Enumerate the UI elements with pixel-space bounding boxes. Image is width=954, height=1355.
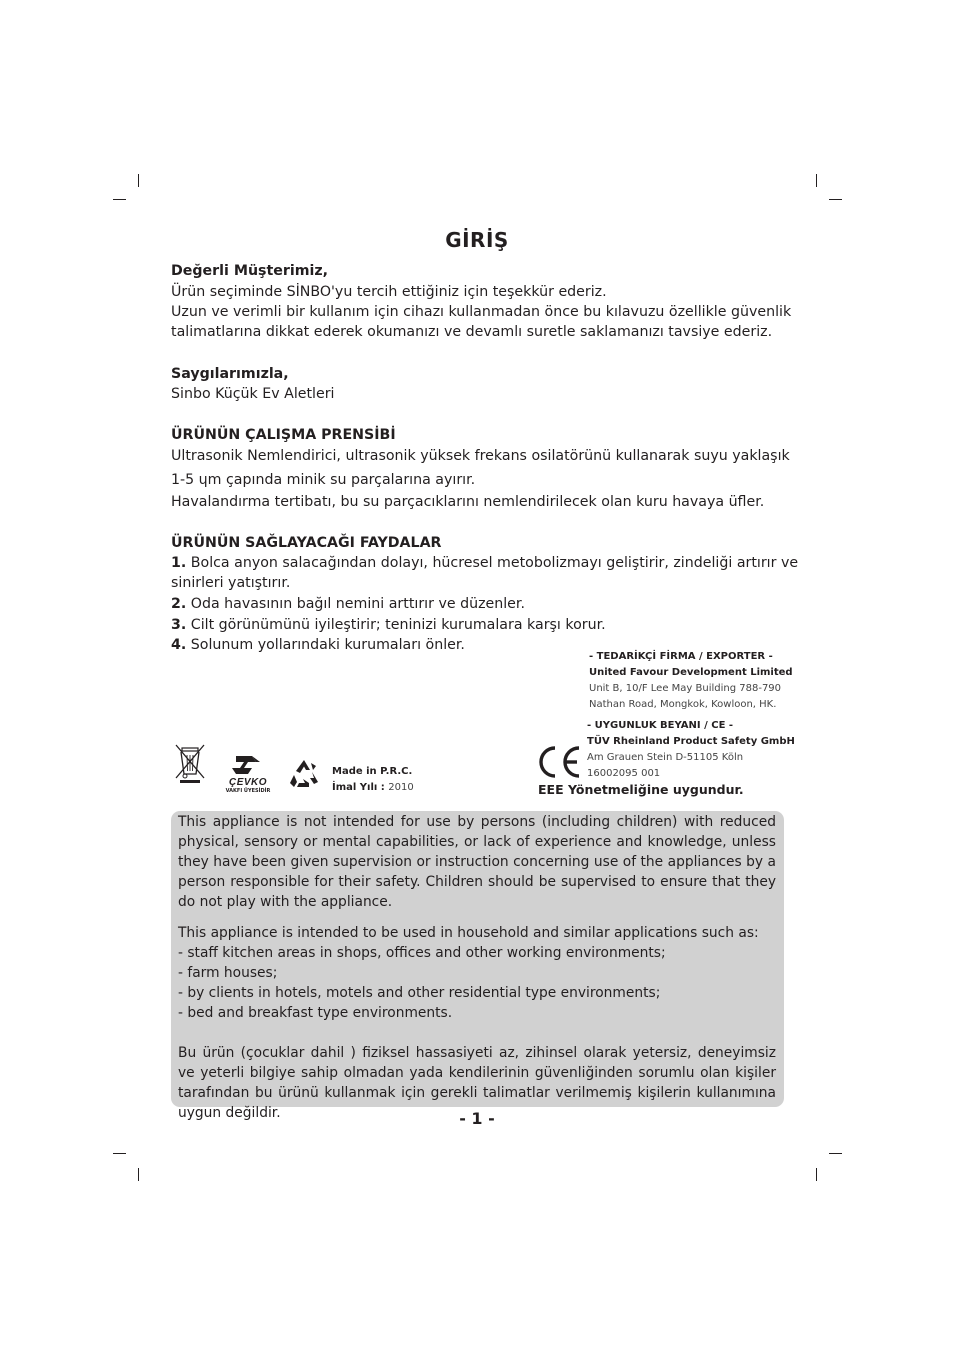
- benefit-item: [171, 553, 798, 573]
- benefit-number: 3.: [171, 617, 187, 633]
- notice-list-item: - bed and breakfast type environments.: [178, 1005, 453, 1021]
- notice-list-item: - by clients in hotels, motels and other residential type environments;: [178, 985, 661, 1001]
- benefits-heading: ÜRÜNÜN SAĞLAYACAĞI FAYDALAR: [171, 535, 442, 551]
- exporter-address: Nathan Road, Mongkok, Kowloon, HK.: [589, 699, 777, 710]
- greeting: Değerli Müşterimiz,: [171, 263, 329, 279]
- intro-line: Ürün seçiminde SİNBO'yu tercih ettiğiniz için teşekkür ederiz.: [171, 284, 607, 300]
- cevko-text: ÇEVKO: [228, 777, 268, 788]
- benefit-number: 4.: [171, 637, 187, 653]
- crop-mark: [829, 1153, 842, 1154]
- conformity-number: 16002095 001: [587, 768, 661, 779]
- ce-mark-icon: [535, 744, 583, 780]
- notice-paragraph-intro: This appliance is intended to be used in household and similar applications such as:: [178, 925, 759, 941]
- intro-line: talimatlarına dikkat ederek okumanızı ve devamlı suretle saklamanızı tavsiye ederiz.: [171, 324, 773, 340]
- notice-list-item: - farm houses;: [178, 965, 278, 981]
- benefit-text: Oda havasının bağıl nemini arttırır ve düzenler.: [190, 596, 525, 612]
- made-in: Made in P.R.C.: [332, 766, 413, 777]
- production-year: [332, 780, 414, 796]
- conformity-heading: - UYGUNLUK BEYANI / CE -: [587, 720, 734, 731]
- exporter-address: Unit B, 10/F Lee May Building 788-790: [589, 683, 782, 694]
- cevko-logo-icon: [218, 752, 278, 794]
- recycle-icon: [287, 757, 321, 791]
- eee-compliance: EEE Yönetmeliğine uygundur.: [538, 782, 744, 797]
- production-year-label: İmal Yılı :: [332, 782, 389, 793]
- benefit-item: [171, 594, 525, 614]
- exporter-name: United Favour Development Limited: [589, 667, 793, 678]
- notice-list-item: - staff kitchen areas in shops, offices and other working environments;: [178, 945, 666, 961]
- benefit-text: Bolca anyon salacağından dolayı, hücresel metobolizmayı geliştirir, zindeliği artırır ve: [190, 555, 799, 571]
- principle-heading: ÜRÜNÜN ÇALIŞMA PRENSİBİ: [171, 427, 396, 443]
- notice-paragraph: This appliance is not intended for use by persons (including children) with reduced physical, sensory or mental capabilities, or lack of experience and knowledge, unless they have been given supervision or instruction concerning use of the appliances by a person responsible for their safety. Children should be supervised to ensure that they do not play with the appliance.: [178, 814, 776, 910]
- page-number: - 1 -: [459, 1109, 495, 1128]
- conformity-name: TÜV Rheinland Product Safety GmbH: [587, 736, 795, 747]
- exporter-heading: - TEDARİKÇİ FİRMA / EXPORTER -: [589, 651, 773, 662]
- crop-mark: [138, 174, 139, 187]
- benefit-text: Solunum yollarındaki kurumaları önler.: [190, 637, 465, 653]
- principle-line: Ultrasonik Nemlendirici, ultrasonik yüksek frekans osilatörünü kullanarak suyu yaklaşık: [171, 448, 790, 464]
- regards: Saygılarımızla,: [171, 366, 289, 382]
- principle-line: 1-5 ɥm çapında minik su parçalarına ayırır.: [171, 472, 476, 488]
- cevko-subtext: VAKFI ÜYESİDİR: [225, 788, 271, 794]
- production-year-value: 2010: [388, 782, 414, 793]
- principle-line: Havalandırma tertibatı, bu su parçacıklarını nemlendirilecek olan kuru havaya üfler.: [171, 494, 765, 510]
- benefit-number: 2.: [171, 596, 187, 612]
- weee-bin-icon: [172, 742, 208, 784]
- crop-mark: [816, 174, 817, 187]
- crop-mark: [113, 1153, 126, 1154]
- crop-mark: [138, 1168, 139, 1181]
- crop-mark: [816, 1168, 817, 1181]
- benefit-item: [171, 635, 465, 655]
- page-title: GİRİŞ: [445, 228, 509, 252]
- benefit-text: sinirleri yatıştırır.: [171, 575, 291, 591]
- benefit-text: Cilt görünümünü iyileştirir; teninizi kurumalara karşı korur.: [190, 617, 606, 633]
- benefit-number: 1.: [171, 555, 187, 571]
- intro-line: Uzun ve verimli bir kullanım için cihazı kullanmadan önce bu kılavuzu özellikle güvenlik: [171, 304, 792, 320]
- crop-mark: [113, 199, 126, 200]
- notice-paragraph-tr: Bu ürün (çocuklar dahil ) fiziksel hassasiyeti az, zihinsel olarak yetersiz, deneyimsiz ve yeterli bilgiye sahip olmadan yada kendilerinin güvenliğinden sorumlu olan kişiler tarafından bu ürünü kullanmak için gerekli talimatlar verilmemiş kişilerin kullanımına uygun değildir.: [178, 1045, 776, 1121]
- conformity-address: Am Grauen Stein D-51105 Köln: [587, 752, 744, 763]
- company-name: Sinbo Küçük Ev Aletleri: [171, 386, 335, 402]
- benefit-item: [171, 615, 606, 635]
- crop-mark: [829, 199, 842, 200]
